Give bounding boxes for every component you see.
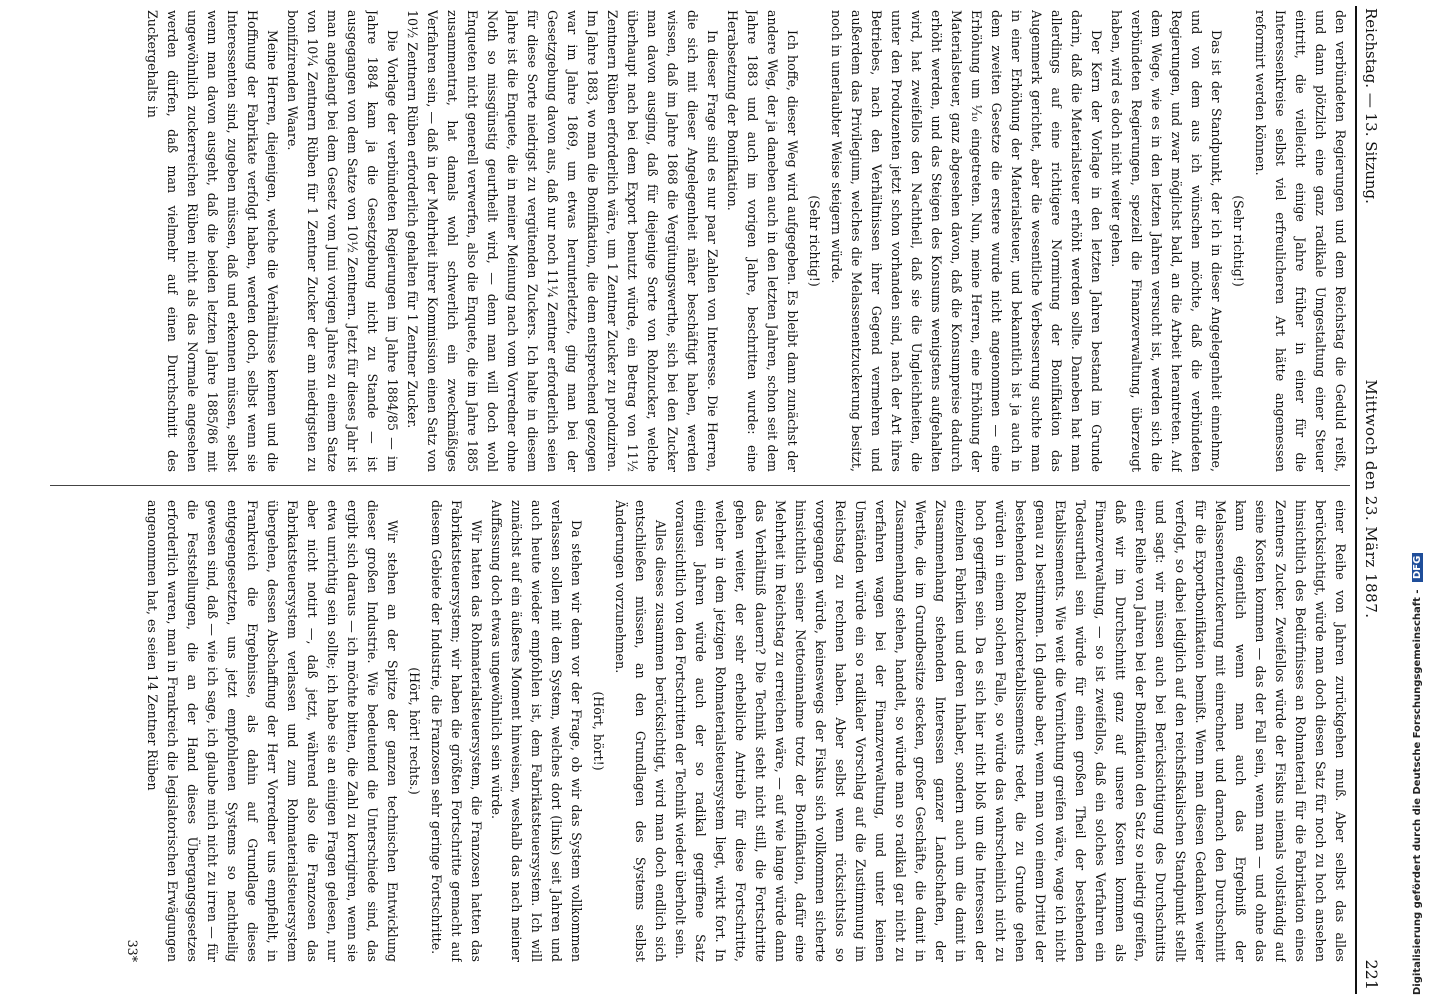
page-header [1362,8,1402,990]
interjection: (Hört, hört! rechts.) [407,667,422,795]
paragraph: Die Vorlage der verbündeten Regierungen im Jahre 1884/85 — im Jahre 1884 kam ja die Gesetzgebung nicht zu Stande — ist ausgegangen von dem Satze von 10½ Zentnern. Jetzt für dieses Jahr ist man angelangt bei dem Gesetz vom Juni vorigen Jahres zu einem Satze von 10¼ Zentnern Rüben für 1 Zentner Zucker der am niedrigsten zu bonifizirenden Waare. [285,10,400,472]
paragraph: Wir stehen an der Spitze der ganzen technischen Entwicklung dieser großen Industrie. Wie bedeutend die Unterschiede sind, das ergibt sich daraus — ich möchte bitten, die Zahl zu korrigiren, wenn sie etwa unrichtig sein sollte; ich habe sie an einigen Fragen gelesen, nur aber nicht notirt —, daß jetzt, während also die Franzosen das Fabrikatsteuersystem verlassen und zum Rohmaterialsteuersystem übergehen, dessen Abschaffung der Herr Vorredner uns empfiehlt, in Frankreich die Ergebnisse, als dahin auf Grundlage dieses entgegengesetzten, uns jetzt empfohlenen Systems so nachtheilig gewesen sind, daß — wie ich sage, ich glaube mich nicht zu irren — für die Feststellungen, die an der Hand dieses Übergangsgesetzes erforderlich waren, man in Frankreich die legislatorischen Erwägungen angenommen hat, es seien 14 Zentner Rüben [145,500,400,962]
paragraph: Das ist der Standpunkt, der ich in dieser Angelegenheit einnehme, und von dem aus ich wünschen möchte, daß die verbündeten Regierungen, und zwar möglichst bald, an die Arbeit herantreten. Auf dem Wege, wie es in den letzten Jahren versucht ist, werden sich die verbündeten Regierungen, speziell die Finanzverwaltung, überzeugt haben, wird es doch nicht weiter gehen. [1109,10,1224,472]
document-page [22,0,1432,1000]
text-column-left [50,10,1350,472]
dfg-logo: DFG [1412,553,1423,582]
interjection: (Sehr richtig!) [807,195,822,287]
signature-mark: 33* [125,939,140,962]
interjection: (Hört, hört!) [591,691,606,771]
paragraph: einer Reihe von Jahren zurückgehen muß. Aber selbst das alles berücksichtigt, würde man doch diesen Satz für noch zu hoch ansehen hinsichtlich des Bedürfnisses an Rohmaterial für die Fabrikation eines Zentners Zucker. Zweifellos würde der Fiskus niemals vollständig auf seine Kosten kommen — das der Fall sein, wenn man — und ohne das kann eigentlich wenn man auch das Ergebniß der Melassenentzuckerung mit einrechnet und darnach den Durchschnitt für die Exportbonifikation bemißt. Wenn man diesen Gedanken weiter verfolgt, so dabei lediglich auf den reichsfiskalischen Standpunkt stellt und sagt: wir müssen auch bei Berücksichtigung des Durchschnitts einer Reihe von Jahren bei der Bonifikation den Satz so niedrig greifen, daß wir im Durchschnitt ganz auf unsere Kosten kommen als Finanzverwaltung, — so ist zweifellos, daß ein solches Verfahren ein Todesurtheil sein würde für einen großen Theil der bestehenden Etablissements. Wie weit die Vernichtung greifen wäre, wage ich nicht genau zu bestimmen. Ich glaube aber, wenn man von einem Drittel der bestehenden Rohzuckeretablissements redet, die zu Grunde gehen würden in einem solchen Falle, so würde das wahrscheinlich nicht zu hoch gegriffen sein. Da es sich hier nicht bloß um die Interessen der einzelnen Fabriken und deren Inhaber, sondern auch um die damit in Zusammenhang stehenden Interessen ganzer Landschaften, der Werthe, die im Grundbesitze stecken, großer Geschäfte, die damit in Zusammenhang stehen, handelt, so würde man so radikal gar nicht zu verfahren wagen bei der Finanzverwaltung, und unter keinen Umständen würde ein so radikaler Vorschlag auf die Zustimmung im Reichstag zu rechnen haben. Aber selbst wenn rücksichtslos so vorgegangen würde, keineswegs der Fiskus sich vollkommen sicherte hinsichtlich seiner Nettoeinnahme trotz der Bonifikation, dafür eine Mehrheit im Reichstag zu erreichen wäre, — auf wie lange würde dann das Verhältniß dauern? Die Technik steht nicht still, die Fortschritte gehen weiter, der sehr erhebliche Antrieb für diese Fortschritte, welcher in dem jetzigen Rohmaterialsteuersystem liegt, wirkt fort. In einigen Jahren würde auch der so radikal gegriffene Satz voraussichtlich von den Fortschritten der Technik wieder überholt sein. [673,500,1348,962]
paragraph: den verbündeten Regierungen und dem Reichstag die Geduld reißt, und dann plötzlich eine ganz radikale Umgestaltung einer Steuer eintritt, die vielleicht einige Jahre früher in einer für die Interessenkreise selbst viel erfreulicheren Art hätte angemessen reformirt werden können. [1253,10,1348,472]
paragraph: In dieser Frage sind es nur paar Zahlen von Interesse. Die Herren, die sich mit dieser Angelegenheit näher beschäftigt haben, werden wissen, daß im Jahre 1868 die Vergütungswerthe, sich bei den Zucker man davon ausging, daß für diejenige Sorte von Rohzucker, welche überhaupt nach bei dem Export benutzt würde, ein Betrag von 11½ Zentnern Rüben erforderlich wäre, um 1 Zentner Zucker zu produziren. Im Jahre 1883, wo man die Bonifikation, die dem entsprechend gezogen war im Jahre 1869, um etwas herunterletzte, ging man bei der Gesetzgebung davon aus, daß nur noch 11¼ Zentner erforderlich seien für diese Sorte niedrigst zu vergütenden Zuckers. Ich halte in diesem Jahre ist die Enquete, die in meiner Meinung nach vom Vorredner ohne Noth so missgünstig geurtheilt wird, — denn man will doch wohl Enqueten nicht generell verwerfen, also die Enquete, die im Jahre 1885 zusammentrat, hat damals wohl schwerlich ein zweckmäßiges Verfahren sein, — daß in der Mehrheit ihrer Kommission einen Satz von 10½ Zentnern Rüben erforderlich gehalten für 1 Zentner Zucker. [405,10,720,472]
column-divider [50,485,1350,486]
header-left: Reichstag. — 13. Sitzung. [1362,8,1380,204]
text-column-right [50,500,1350,962]
header-date: Mittwoch den 23. März 1887. [1362,379,1380,619]
paragraph: Meine Herren, diejenigen, welche die Verhältnisse kennen und die Hoffnung der Fabrikate verfolgt haben, werden doch, selbst wenn sie Interessenten sind, zugeben müssen, daß und erkennen müssen, selbst wenn man davon ausgeht, daß die beiden letzten Jahre 1885/86 mit ungewöhnlich zuckerreichen Rüben nicht als das Normale angesehen werden dürfen, daß man vielmehr auf einen Durchschnitt des Zuckergehalts in [145,10,280,472]
paragraph: Der Kern der Vorlage in den letzten Jahren bestand im Grunde darin, daß die Materialsteuer erhöht werden sollte. Daneben hat man allerdings auf eine richtigere Normirung der Bonifikation das Augenmerk gerichtet, aber die wesentliche Verbesserung suchte man in einer Erhöhung der Materialsteuer, und bekanntlich ist ja auch in dem zweiten Gesetze die erstere wurde nicht angenommen — eine Erhöhung um ⅒ eingetreten. Nun, meine Herren, eine Erhöhung der Materialsteuer, ganz abgesehen davon, daß die Konsumpreise dadurch erhöht werden, und das Steigen des Konsums wenigstens aufgehalten wird, hat zweifellos den Nachtheil, daß sie die Ungleichheiten, die unter den Produzenten jetzt schon vorhanden sind, nach der Art ihres Betriebes, nach den Verhältnissen ihrer Gegend vermehren und außerdem das Privilegium, welches die Melassenentzuckerung besitzt, noch in unerlaubter Weise steigern würde. [829,10,1104,472]
paragraph: Ich hoffe, dieser Weg wird aufgegeben. Es bleibt dann zunächst der andere Weg, der ja daneben auch in den letzten Jahren, schon seit dem Jahre 1883 und auch im vorigen Jahre, beschritten wurde: eine Herabsetzung der Bonifikation. [725,10,800,472]
paragraph: Alles dieses zusammen berücksichtigt, wird man doch endlich sich entschließen müssen, an den Grundlagen des Systems selbst Änderungen vorzunehmen. [613,500,668,962]
paragraph: Da stehen wir denn vor der Frage, ob wir das System vollkommen verlassen sollen mit dem System, welches dort (links) seit Jahren und auch heute wieder empfohlen ist, dem Fabrikatsteuersystem. Ich will zunächst auf ein äußeres Moment hinweisen, weshalb das nach meiner Auffassung doch etwas ungewöhnlich sein würde. [489,500,584,962]
page-number: 221 [1362,959,1381,990]
header-rule [1355,6,1357,994]
digitization-note [1412,553,1423,995]
digitization-text: Digitalisierung gefördert durch die Deutsche Forschungsgemeinschaft - [1412,589,1423,995]
interjection: (Sehr richtig!) [1231,195,1246,287]
paragraph: Wir hatten das Rohmaterialsteuersystem, die Franzosen hatten das Fabrikatsteuersystem; wir haben die größten Fortschritte gemacht auf diesem Gebiete der Industrie, die Franzosen sehr geringe Fortschritte. [429,500,484,962]
